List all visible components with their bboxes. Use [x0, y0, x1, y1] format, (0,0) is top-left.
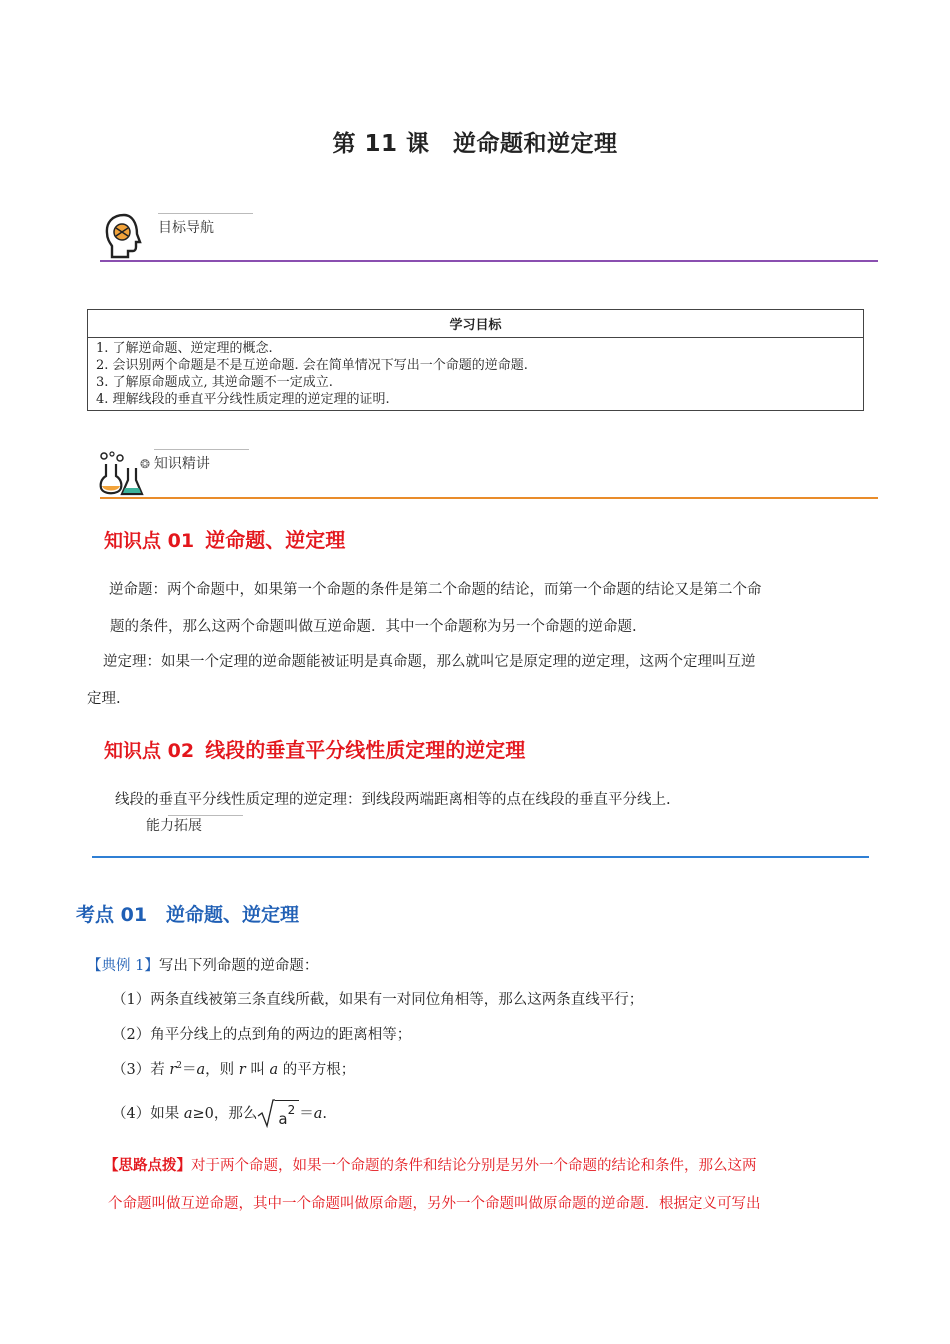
hint-line-2: 个命题叫做互逆命题，其中一个命题叫做原命题，另外一个命题叫做原命题的逆命题．根据定义可写出: [108, 1196, 761, 1212]
section-goal-nav: 目标导航: [158, 217, 214, 237]
goal-item: 1. 了解逆命题、逆定理的概念.: [96, 341, 273, 356]
kp1-paragraph-2b: 定理.: [87, 691, 121, 707]
example-item-3: （3）若 $r^2=a$，则 r 叫 a 的平方根；: [112, 1061, 356, 1078]
goals-header: 学习目标: [88, 310, 864, 338]
kp2-paragraph: 线段的垂直平分线性质定理的逆定理：到线段两端距离相等的点在线段的垂直平分线上.: [115, 792, 671, 808]
section-knowledge: ❂ 知识精讲: [140, 453, 210, 473]
hint-line-1: 【思路点拨】对于两个命题，如果一个命题的条件和结论分别是另外一个命题的结论和条件，那么这两: [104, 1157, 757, 1174]
page-title: 第 11 课 逆命题和逆定理: [332, 131, 618, 157]
sparkle-icon: ❂: [140, 457, 154, 471]
flask-icon: [98, 450, 146, 498]
example-tag: 【典例 1】: [87, 958, 159, 974]
knowledge-point-01: 知识点 01 逆命题、逆定理: [104, 528, 346, 552]
orange-divider: [100, 497, 878, 499]
kp1-paragraph-2a: 逆定理：如果一个定理的逆命题能被证明是真命题，那么就叫它是原定理的逆定理，这两个定理叫互逆: [103, 654, 756, 670]
example-item-4: （4）如果 a≥0，那么 $a^2 =a$.: [112, 1094, 327, 1128]
goal-item: 2. 会识别两个命题是不是互逆命题. 会在简单情况下写出一个命题的逆命题.: [96, 358, 528, 373]
purple-divider: [100, 260, 878, 262]
section-ability: 能力拓展: [146, 815, 202, 835]
goal-item: 4. 理解线段的垂直平分线性质定理的逆定理的证明.: [96, 392, 390, 407]
goal-item: 3. 了解原命题成立, 其逆命题不一定成立.: [96, 375, 333, 390]
example-item-1: （1）两条直线被第三条直线所截，如果有一对同位角相等，那么这两条直线平行；: [112, 992, 644, 1008]
goals-body: [88, 338, 864, 411]
hint-tag: 【思路点拨】: [104, 1157, 191, 1174]
learning-goals-table: [87, 309, 864, 411]
head-brain-icon: [102, 212, 146, 260]
example-1: 【典例 1】写出下列命题的逆命题：: [87, 958, 319, 974]
exam-point-01-title: 考点 01 逆命题、逆定理: [76, 904, 300, 926]
blue-divider: [92, 856, 869, 858]
radical-sign-icon: [257, 1098, 275, 1128]
example-item-2: （2）角平分线上的点到角的两边的距离相等；: [112, 1027, 412, 1043]
sqrt-expression: $a^2$: [257, 1098, 299, 1128]
knowledge-point-02: 知识点 02 线段的垂直平分线性质定理的逆定理: [104, 738, 526, 762]
kp1-paragraph-1a: 逆命题：两个命题中，如果第一个命题的条件是第二个命题的结论，而第一个命题的结论又是第二个命: [109, 582, 762, 598]
kp1-paragraph-1b: 题的条件，那么这两个命题叫做互逆命题．其中一个命题称为另一个命题的逆命题.: [110, 619, 637, 635]
